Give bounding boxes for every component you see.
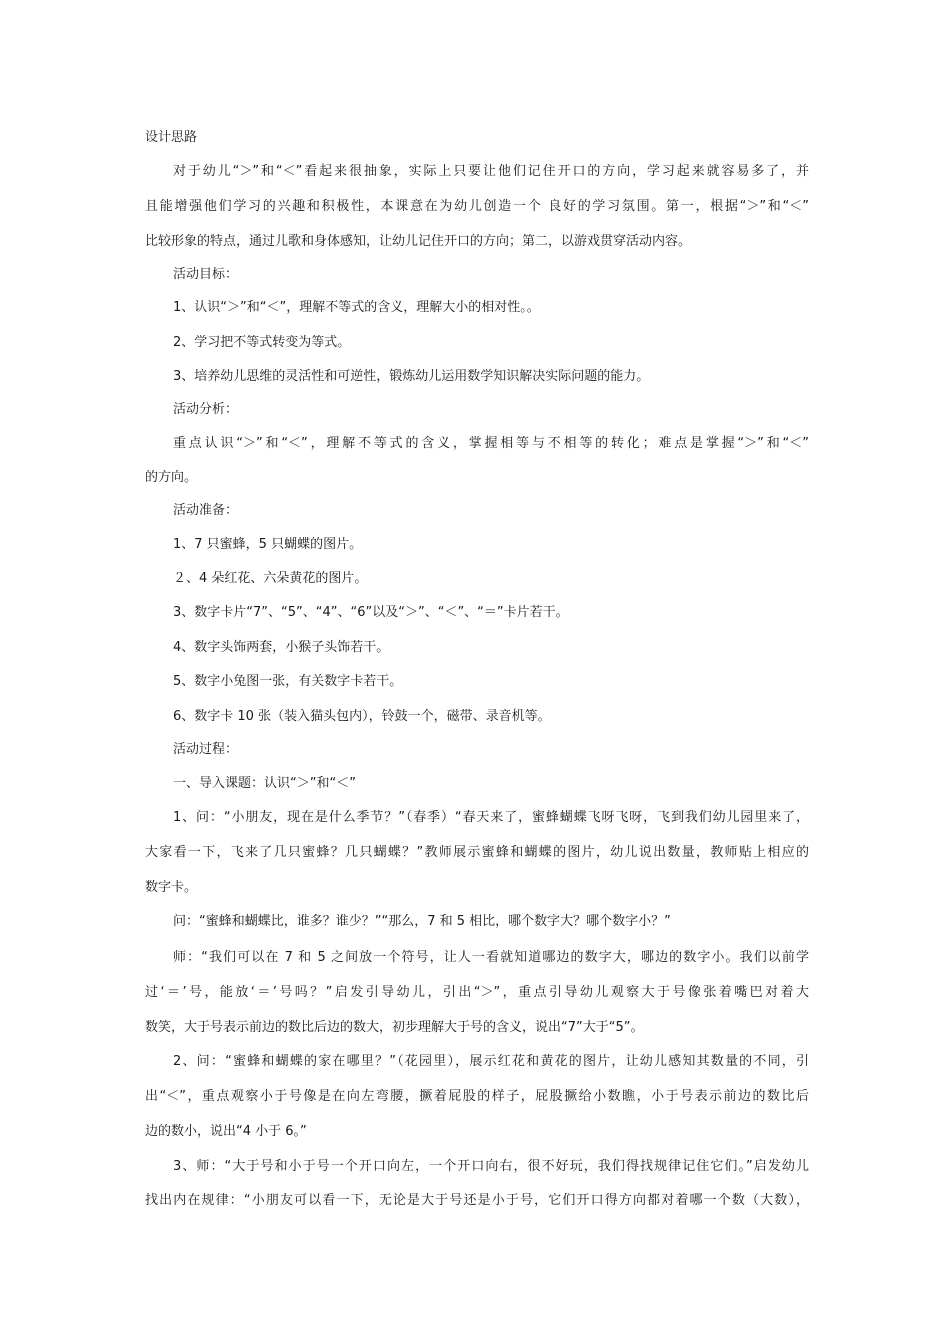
step1-line-2: 大家看一下，飞来了几只蜜蜂？几只蝴蝶？”教师展示蜜蜂和蝴蝶的图片，幼儿说出数量，教师贴上相应的 bbox=[145, 845, 809, 860]
step2-line-2: 出“＜”，重点观察小于号像是在向左弯腰，撅着屁股的样子，屁股撅给小数瞧，小于号表示前边的数比后 bbox=[145, 1089, 809, 1104]
section-heading: 设计思路 bbox=[145, 130, 198, 145]
step3-line-2: 找出内在规律：“小朋友可以看一下，无论是大于号还是小于号，它们开口得方向都对着哪一个数（大数）， bbox=[145, 1193, 809, 1208]
analysis-line-1: 重点认识“＞”和“＜”，理解不等式的含义，掌握相等与不相等的转化；难点是掌握“＞”和“＜” bbox=[173, 436, 809, 451]
teacher-line-2: 过‘＝’号，能放‘＝’号吗？”启发引导幼儿，引出“＞”，重点引导幼儿观察大于号像张着嘴巴对着大 bbox=[145, 985, 809, 1000]
intro-line-3: 比较形象的特点，通过儿歌和身体感知，让幼儿记住开口的方向；第二，以游戏贯穿活动内容。 bbox=[145, 234, 692, 249]
intro-line-1: 对于幼儿“＞”和“＜”看起来很抽象，实际上只要让他们记住开口的方向，学习起来就容易多了，并 bbox=[173, 164, 809, 179]
analysis-title: 活动分析： bbox=[173, 402, 239, 417]
prep-item: ２、4 朵红花、六朵黄花的图片。 bbox=[173, 571, 368, 586]
goals-title: 活动目标： bbox=[173, 267, 239, 282]
prep-item: 4、数字头饰两套，小猴子头饰若干。 bbox=[173, 640, 390, 655]
step1-line-1: 1、问：“小朋友，现在是什么季节？”（春季）“春天来了，蜜蜂蝴蝶飞呀飞呀，飞到我们幼儿园里来了， bbox=[173, 810, 809, 825]
analysis-line-2: 的方向。 bbox=[145, 470, 198, 485]
process-title: 活动过程： bbox=[173, 742, 239, 757]
teacher-line-3: 数笑，大于号表示前边的数比后边的数大，初步理解大于号的含义，说出“7”大于“5”。 bbox=[145, 1020, 644, 1035]
step2-line-1: 2、问：“蜜蜂和蝴蝶的家在哪里？”（花园里），展示红花和黄花的图片，让幼儿感知其数量的不同，引 bbox=[173, 1054, 809, 1069]
step3-line-1: 3、师：“大于号和小于号一个开口向左，一个开口向右，很不好玩，我们得找规律记住它们。”启发幼儿 bbox=[173, 1159, 809, 1174]
step1-question: 问：“蜜蜂和蝴蝶比，谁多？谁少？”“那么，7 和 5 相比，哪个数字大？哪个数字小？” bbox=[173, 914, 671, 929]
prep-item: 6、数字卡 10 张（装入猫头包内），铃鼓一个，磁带、录音机等。 bbox=[173, 709, 551, 724]
teacher-line-1: 师：“我们可以在 7 和 5 之间放一个符号，让人一看就知道哪边的数字大，哪边的数字小。我们以前学 bbox=[173, 950, 809, 965]
intro-line-2: 且能增强他们学习的兴趣和积极性，本课意在为幼儿创造一个 良好的学习氛围。第一，根据“＞”和“＜” bbox=[145, 199, 809, 214]
goal-item: 2、学习把不等式转变为等式。 bbox=[173, 335, 351, 350]
step2-line-3: 边的数小，说出“4 小于 6。” bbox=[145, 1124, 307, 1139]
prep-item: 3、数字卡片“7”、“5”、“4”、“6”以及“＞”、“＜”、“＝”卡片若干。 bbox=[173, 605, 569, 620]
prep-title: 活动准备： bbox=[173, 503, 239, 518]
goal-item: 3、培养幼儿思维的灵活性和可逆性，锻炼幼儿运用数学知识解决实际问题的能力。 bbox=[173, 369, 650, 384]
goal-item: 1、认识“＞”和“＜”，理解不等式的含义，理解大小的相对性。。 bbox=[173, 300, 540, 315]
prep-item: 1、7 只蜜蜂，5 只蝴蝶的图片。 bbox=[173, 537, 363, 552]
step-title: 一、导入课题：认识“＞”和“＜” bbox=[173, 776, 356, 791]
prep-item: 5、数字小兔图一张，有关数字卡若干。 bbox=[173, 674, 403, 689]
step1-line-3: 数字卡。 bbox=[145, 880, 198, 895]
